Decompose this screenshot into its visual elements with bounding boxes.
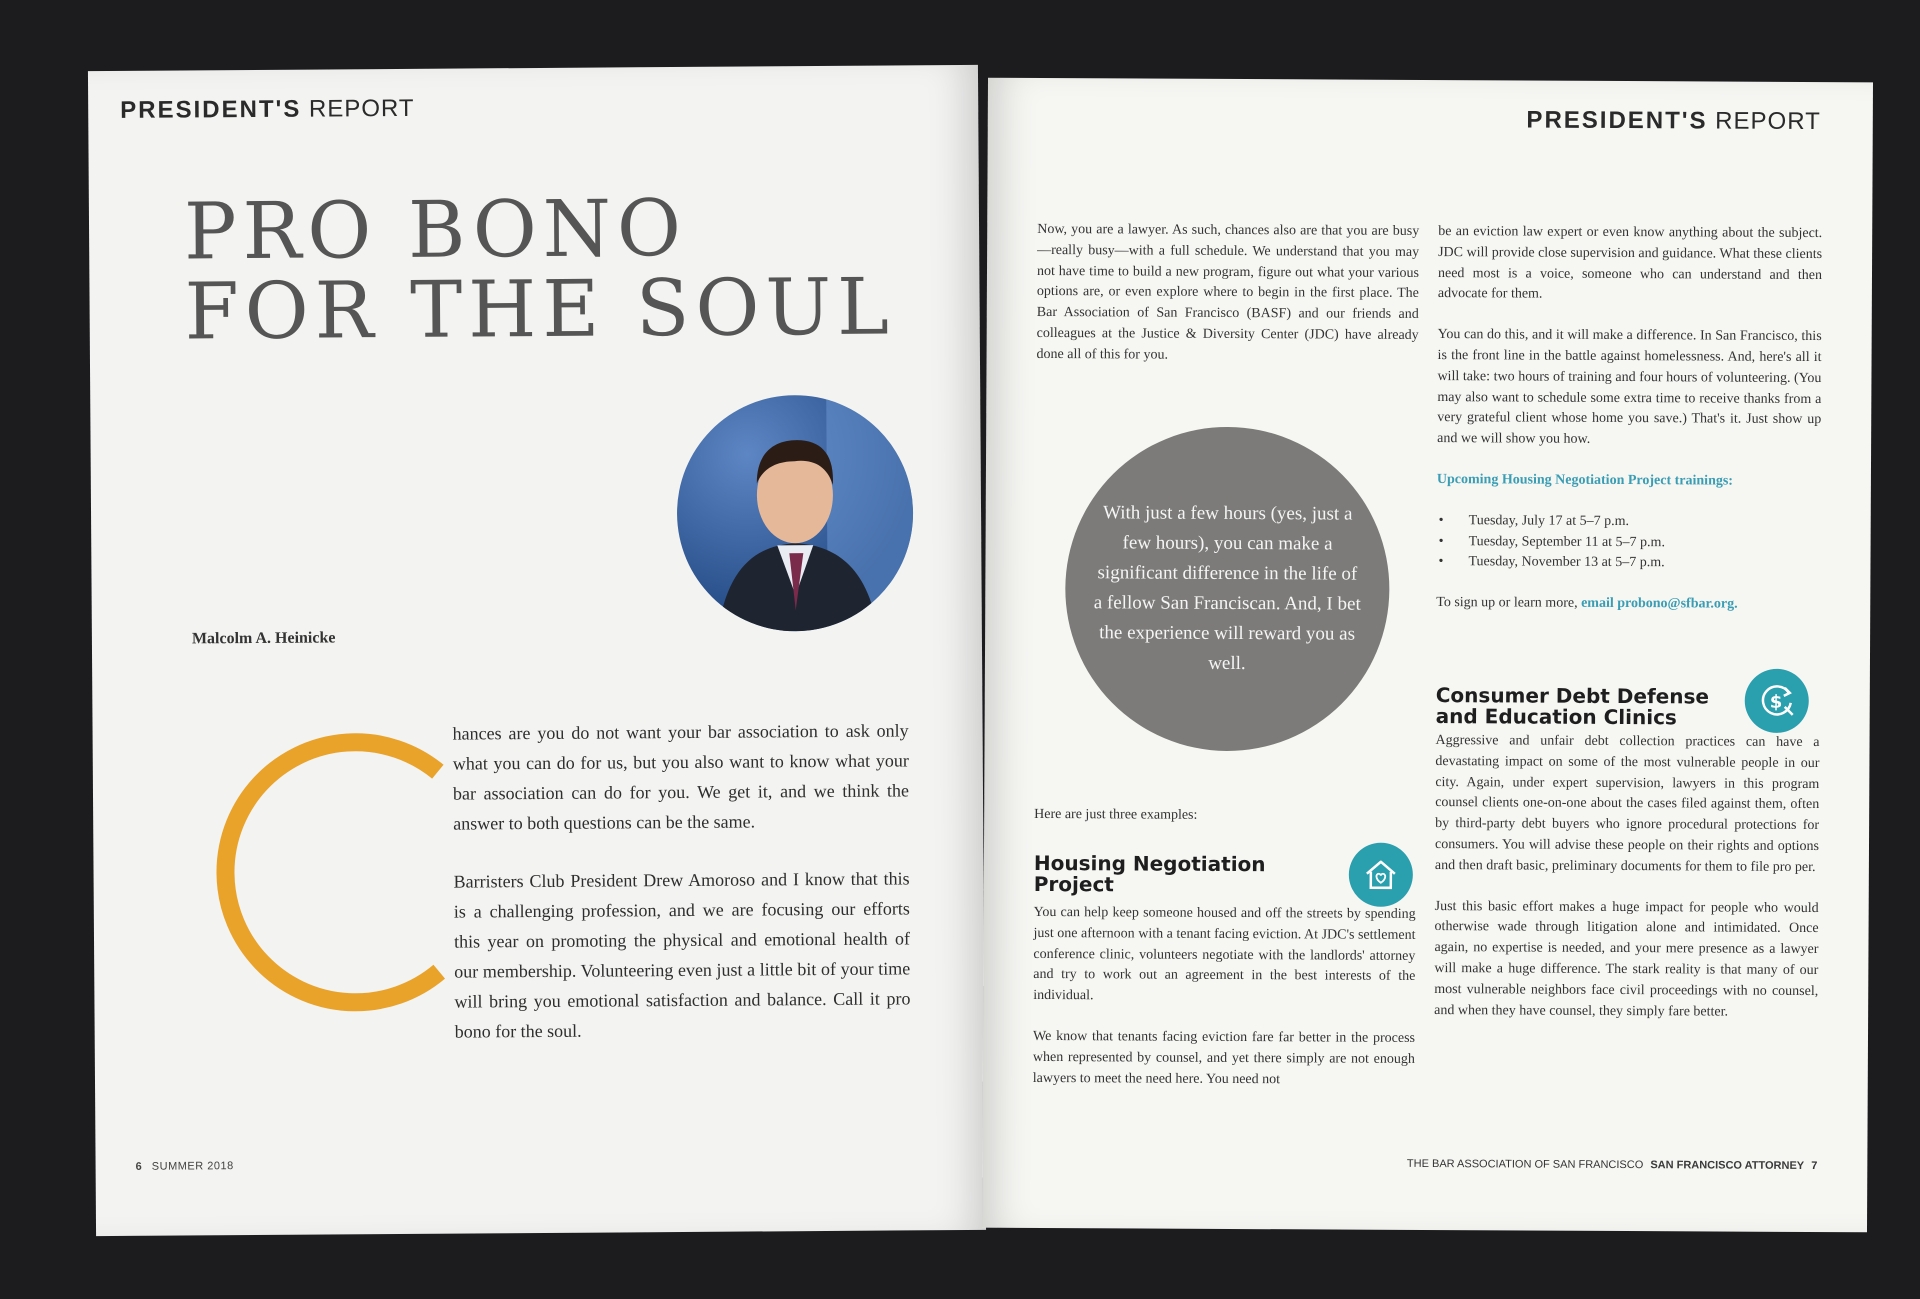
- headline: [183, 183, 896, 358]
- author-portrait: [676, 394, 914, 632]
- page-number-right: 7: [1811, 1160, 1818, 1173]
- housing-paragraph-1: You can help keep someone housed and off the streets by spending just one afternoon with a tenant facing eviction. At JDC's settlement conference clinic, volunteers negotiate with the landlords' attorney and try to work out an agreement in the best interests of the individual.: [1033, 904, 1416, 1004]
- lead-paragraph-1: hances are you do not want your bar association to ask only what you can do for us, but you also want to know what your bar association can do for you. We get it, and we think the answer to both questions can be the same.: [452, 720, 910, 834]
- debt-paragraph-1: Aggressive and unfair debt collection practices can have a devastating impact on some of the most vulnerable people in our city. Again, under expert supervision, lawyers in this program counsel clients one-on-one about the cases filed against them, often by third-party debt buyers who ignore procedural protections for consumers. You will advise these people on their rights and options and then draft basic, preliminary documents for them to file pro per.: [1434, 733, 1820, 875]
- author-byline: Malcolm A. Heinicke: [191, 629, 336, 648]
- intro-paragraph: Now, you are a lawyer. As such, chances also are that you are busy—really busy—with a full schedule. We understand that you may not have time to build a new program, figure out what your various options are, or even explore where to begin in the first place. The Bar Association of San Francisco (BASF) and our friends and colleagues at the Justice & Diversity Center (JDC) have already done all of this for you.: [1036, 221, 1420, 363]
- section-label-right: [1526, 107, 1820, 137]
- housing-project-heading: [1033, 850, 1266, 897]
- folio-organization: THE BAR ASSOCIATION OF SAN FRANCISCO: [1406, 1157, 1644, 1172]
- lead-paragraph-2: Barristers Club President Drew Amoroso and I know that this is a challenging profession, and we are focusing our efforts this year on promoting the physical and emotional health of our membership. Volunteering even just a little bit of your time will bring you emotional satisfaction and balance. Call it pro bono for the soul.: [453, 868, 911, 1042]
- section-label-light: REPORT: [308, 94, 415, 123]
- column-2-text: [1436, 222, 1822, 636]
- right-page: [982, 78, 1873, 1233]
- column-1-intro: [1036, 220, 1419, 388]
- debt-clinic-text: [1434, 731, 1820, 1043]
- section-label-light: REPORT: [1715, 107, 1821, 136]
- examples-intro-text: Here are just three examples:: [1034, 806, 1198, 823]
- page-folio-left: [136, 1160, 234, 1173]
- pull-quote-text: With just a few hours (yes, just a few hours), you can make a significant difference in the life of a fellow San Franciscan. And, I bet the experience will reward you as well.: [1093, 502, 1361, 675]
- training-dates-list: [1436, 511, 1820, 575]
- debt-heading-line-1: Consumer Debt Defense: [1435, 683, 1710, 709]
- housing-paragraph-2: We know that tenants facing eviction fare far better in the process when represented by counsel, and yet there simply are not enough lawyers to meet the need here. You need not: [1032, 1028, 1416, 1087]
- headline-line-2: FOR THE SOUL: [184, 262, 896, 358]
- examples-intro: [1034, 805, 1416, 848]
- debt-clinic-heading: [1436, 685, 1709, 728]
- svg-text:$: $: [1769, 691, 1783, 713]
- portrait-illustration: [676, 394, 914, 632]
- headline-line-1: PRO BONO: [183, 183, 688, 278]
- signup-line: [1436, 593, 1820, 616]
- housing-heading-line-1: Housing Negotiation: [1033, 850, 1266, 877]
- housing-heading-line-2: Project: [1033, 871, 1114, 897]
- issue-label: SUMMER 2018: [151, 1160, 234, 1173]
- page-number-left: 6: [135, 1160, 143, 1173]
- training-date-item: • Tuesday, July 17 at 5–7 p.m.: [1437, 511, 1821, 534]
- signup-text: To sign up or learn more,: [1436, 595, 1578, 611]
- dollar-refresh-icon: [1745, 669, 1809, 733]
- debt-paragraph-2: Just this basic effort makes a huge impact for people who would otherwise wade through litigation alone and intimidated. Once again, no expertise is needed, and your mere presence as a lawyer will make a huge difference. The stark reality is that many of our most vulnerable neighbors face civil proceedings with no counsel, and when they have counsel, they simply fare better.: [1434, 898, 1819, 1020]
- pull-quote-circle: [1064, 426, 1390, 752]
- section-label: [120, 95, 415, 125]
- column-2-paragraph-2: You can do this, and it will make a difference. In San Francisco, this is the front line in the battle against homelessness. And, here's all it will take: two hours of training and four hours of volunteering. (You may also want to schedule some extra time to receive thanks from a very grateful client whose home you save.) That's it. Just show up and we will show you how.: [1437, 327, 1822, 448]
- house-heart-icon: [1349, 843, 1413, 907]
- column-2-paragraph-1: be an eviction law expert or even know anything about the subject. JDC will provide close supervision and guidance. What these clients need most is a voice, someone who can understand and then advocate for them.: [1437, 224, 1823, 302]
- drop-cap-c: [175, 713, 493, 1031]
- trainings-heading: Upcoming Housing Negotiation Project trainings:: [1436, 472, 1734, 489]
- signup-email-link[interactable]: email probono@sfbar.org.: [1581, 595, 1738, 612]
- page-folio-right: [1403, 1158, 1817, 1172]
- folio-publication: SAN FRANCISCO ATTORNEY: [1650, 1159, 1805, 1172]
- left-page: [88, 65, 986, 1236]
- housing-project-text: [1033, 903, 1416, 1111]
- lead-article-text: [452, 715, 910, 1074]
- training-date-item: • Tuesday, September 11 at 5–7 p.m.: [1437, 532, 1821, 555]
- training-date-item: • Tuesday, November 13 at 5–7 p.m.: [1436, 552, 1820, 575]
- section-label-bold: PRESIDENT'S: [1526, 106, 1708, 135]
- debt-heading-line-2: and Education Clinics: [1435, 704, 1677, 730]
- section-label-bold: PRESIDENT'S: [120, 95, 302, 124]
